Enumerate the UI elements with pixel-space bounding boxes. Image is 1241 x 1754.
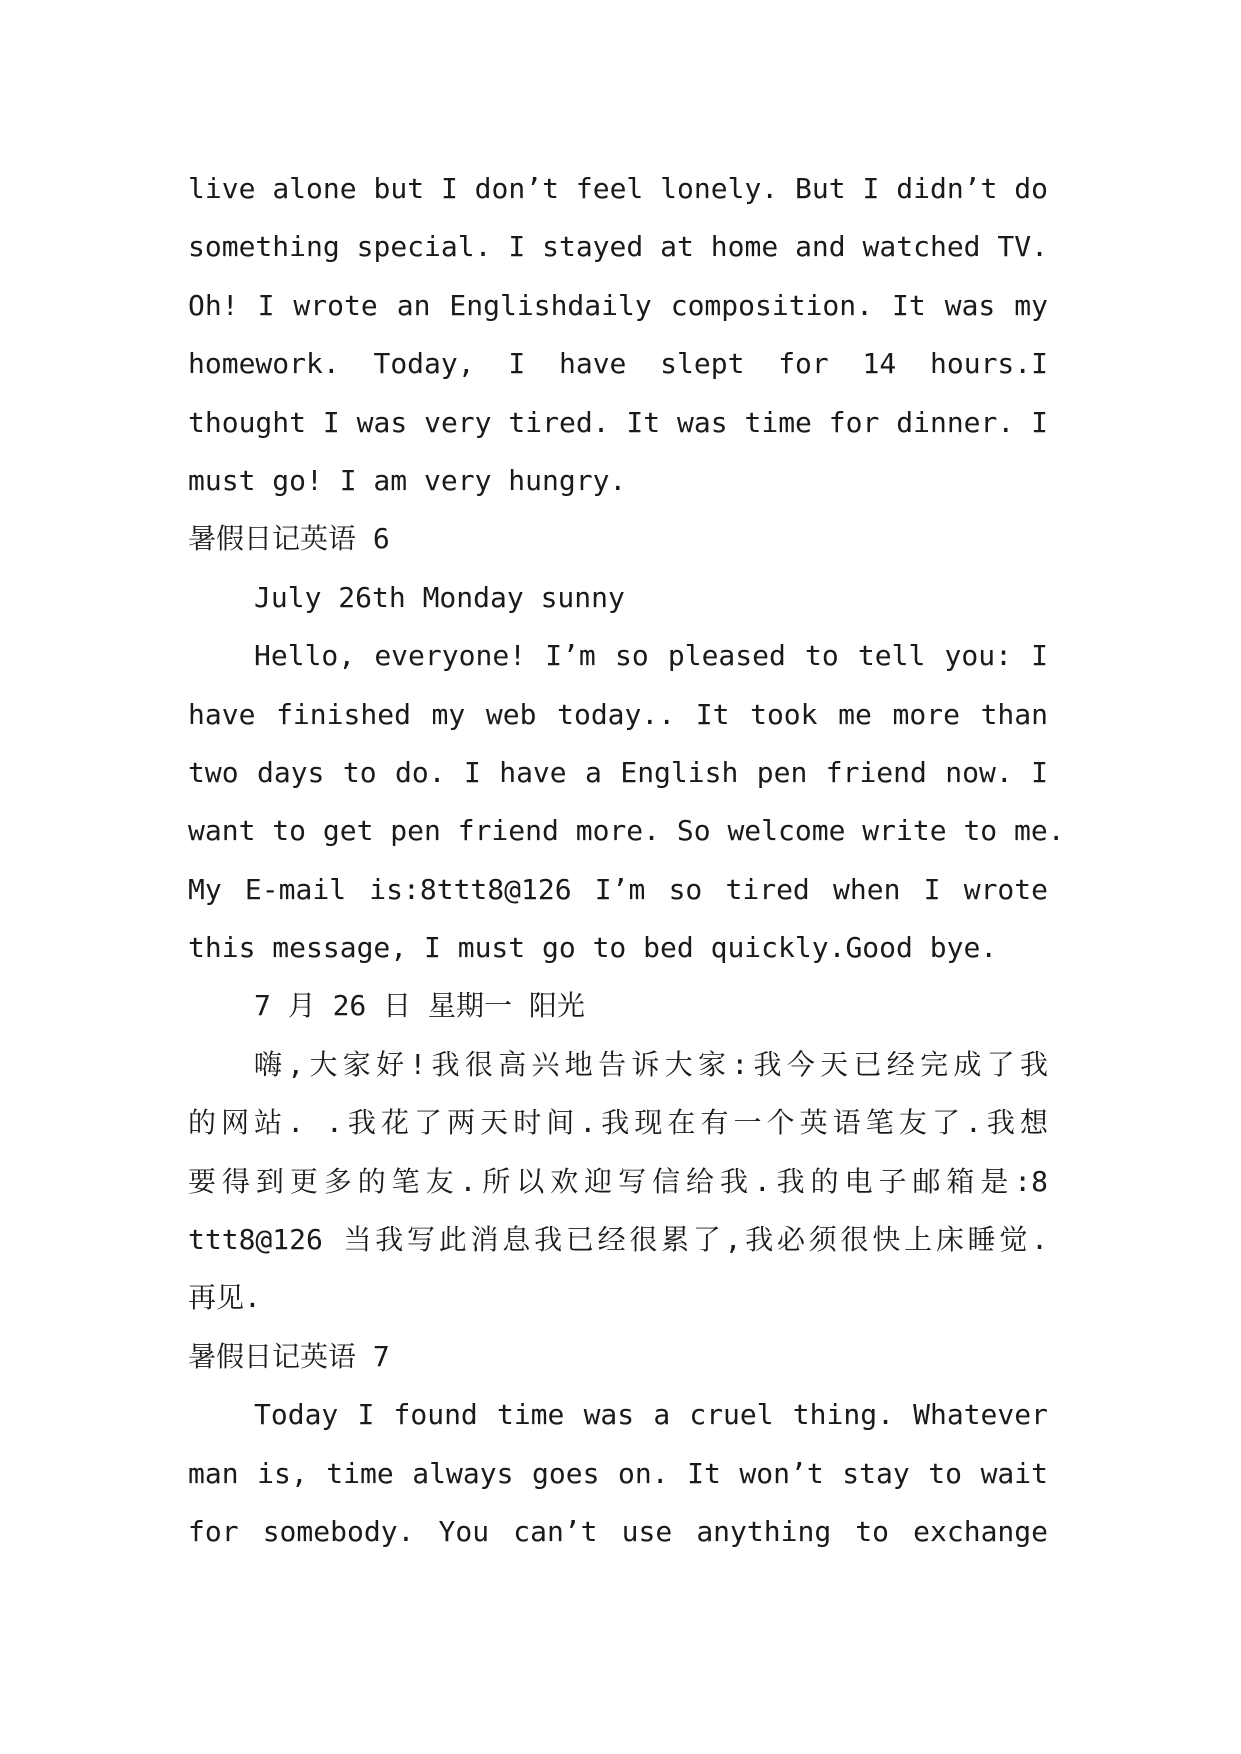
section-heading: 暑假日记英语 7 [188, 1339, 390, 1373]
text-line: this message, I must go to bed quickly.Good bye. [188, 931, 998, 965]
text-line: Oh! I wrote an Englishdaily composition. It was my [188, 288, 1048, 322]
text-line: something special. I stayed at home and watched TV. [188, 230, 1048, 264]
text-line: two days to do. I have a English pen friend now. I [188, 755, 1048, 789]
text-line: for somebody. You can’t use anything to exchange [188, 1514, 1048, 1548]
text-line: My E-mail is:8ttt8@126 I’m so tired when I wrote [188, 872, 1048, 906]
diary-date-line: July 26th Monday sunny [254, 580, 625, 614]
text-line: want to get pen friend more. So welcome write to me. [188, 814, 1065, 848]
diary-date-line: 7 月 26 日 星期一 阳光 [254, 989, 585, 1023]
text-line: 要得到更多的笔友.所以欢迎写信给我.我的电子邮箱是:8 [188, 1164, 1048, 1198]
text-line: 嗨,大家好!我很高兴地告诉大家:我今天已经完成了我 [254, 1047, 1048, 1081]
text-line: live alone but I don’t feel lonely. But I didn’t do [188, 172, 1048, 205]
text-line: 的网站. .我花了两天时间.我现在有一个英语笔友了.我想 [188, 1106, 1048, 1140]
text-line: man is, time always goes on. It won’t stay to wait [188, 1456, 1048, 1490]
text-line: Hello, everyone! I’m so pleased to tell you: I [254, 639, 1048, 673]
text-line: have finished my web today.. It took me more than [188, 697, 1048, 731]
document-page [188, 160, 1065, 1561]
text-line: Today I found time was a cruel thing. Whatever [254, 1398, 1048, 1432]
text-line: homework. Today, I have slept for 14 hours.I [188, 347, 1048, 381]
text-line: thought I was very tired. It was time for dinner. I [188, 405, 1048, 439]
section-heading: 暑假日记英语 6 [188, 522, 390, 556]
text-line: ttt8@126 当我写此消息我已经很累了,我必须很快上床睡觉. [188, 1223, 1048, 1257]
text-line: 再见. [188, 1281, 261, 1315]
text-line: must go! I am very hungry. [188, 463, 627, 497]
